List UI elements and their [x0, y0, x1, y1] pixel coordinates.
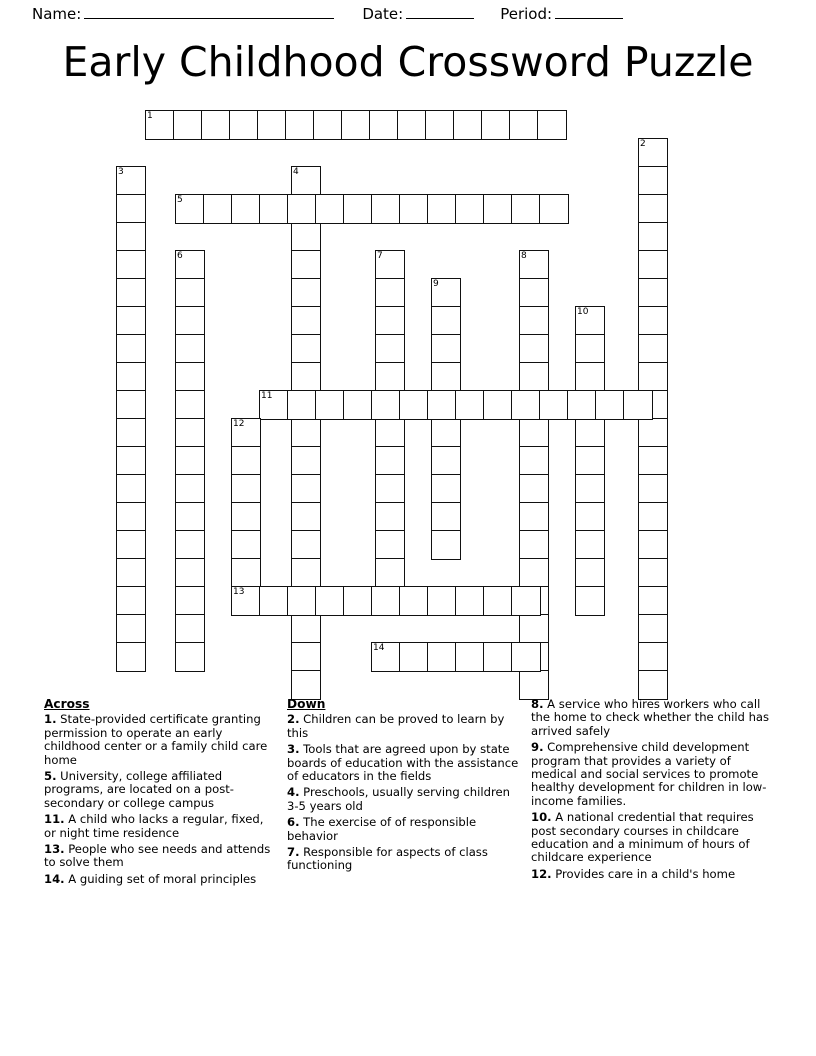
crossword-cell[interactable]: [375, 278, 405, 308]
crossword-cell[interactable]: [173, 110, 203, 140]
crossword-cell[interactable]: [638, 138, 668, 168]
crossword-cell[interactable]: [175, 362, 205, 392]
crossword-cell[interactable]: [375, 446, 405, 476]
crossword-cell[interactable]: [291, 502, 321, 532]
crossword-cell[interactable]: [375, 306, 405, 336]
crossword-cell[interactable]: [431, 530, 461, 560]
crossword-cell[interactable]: [638, 418, 668, 448]
crossword-cell[interactable]: [291, 530, 321, 560]
clue-text: Comprehensive child development program that provides a variety of medical and social services to promote healthy development for children in low-income families.: [531, 740, 767, 808]
crossword-cell[interactable]: [175, 334, 205, 364]
period-label: Period:: [500, 5, 553, 23]
clue-number: 10.: [531, 810, 552, 825]
page-title: Early Childhood Crossword Puzzle: [62, 38, 754, 86]
clue-text: Responsible for aspects of class functioning: [287, 845, 488, 873]
clue-item: [44, 813, 276, 840]
crossword-cell[interactable]: [291, 418, 321, 448]
crossword-cell[interactable]: [511, 642, 541, 672]
crossword-cell[interactable]: [519, 418, 549, 448]
clue-number: 4.: [287, 785, 300, 800]
cell-number: 7: [377, 251, 383, 261]
crossword-cell[interactable]: [291, 334, 321, 364]
crossword-cell[interactable]: [116, 222, 146, 252]
crossword-cell[interactable]: [427, 390, 457, 420]
crossword-cell[interactable]: [231, 446, 261, 476]
crossword-cell[interactable]: [116, 558, 146, 588]
crossword-cell[interactable]: [519, 614, 549, 644]
clue-number: 12.: [531, 866, 552, 881]
crossword-cell[interactable]: [257, 110, 287, 140]
crossword-cell[interactable]: [116, 250, 146, 280]
crossword-cell[interactable]: [638, 166, 668, 196]
crossword-cell[interactable]: [116, 334, 146, 364]
cell-number: 13: [233, 587, 245, 597]
crossword-cell[interactable]: [638, 642, 668, 672]
crossword-cell[interactable]: [315, 586, 345, 616]
crossword-cell[interactable]: [427, 642, 457, 672]
crossword-cell[interactable]: [291, 306, 321, 336]
clue-number: 13.: [44, 842, 65, 857]
crossword-cell[interactable]: [259, 390, 289, 420]
crossword-cell[interactable]: [291, 642, 321, 672]
clue-number: 2.: [287, 712, 300, 727]
clue-item: [531, 868, 771, 881]
crossword-cell[interactable]: [575, 474, 605, 504]
clue-text: Children can be proved to learn by this: [287, 712, 505, 740]
crossword-cell[interactable]: [116, 306, 146, 336]
crossword-cell[interactable]: [371, 390, 401, 420]
crossword-cell[interactable]: [575, 530, 605, 560]
crossword-cell[interactable]: [511, 194, 541, 224]
crossword-cell[interactable]: [575, 446, 605, 476]
crossword-cell[interactable]: [175, 614, 205, 644]
crossword-cell[interactable]: [455, 390, 485, 420]
across-clue-list: [44, 713, 276, 886]
crossword-cell[interactable]: [291, 670, 321, 700]
crossword-cell[interactable]: [519, 558, 549, 588]
crossword-cell[interactable]: [375, 474, 405, 504]
down-heading: Down: [287, 697, 326, 711]
crossword-cell[interactable]: [175, 418, 205, 448]
crossword-cell[interactable]: [638, 502, 668, 532]
clue-item: [531, 698, 771, 738]
crossword-cell[interactable]: [638, 614, 668, 644]
crossword-cell[interactable]: [519, 502, 549, 532]
crossword-cell[interactable]: [175, 474, 205, 504]
clue-text: A child who lacks a regular, fixed, or night time residence: [44, 812, 264, 840]
crossword-cell[interactable]: [116, 390, 146, 420]
cell-number: 9: [433, 279, 439, 289]
crossword-cell[interactable]: [431, 502, 461, 532]
crossword-cell[interactable]: [519, 446, 549, 476]
crossword-cell[interactable]: [537, 110, 567, 140]
clue-number: 11.: [44, 812, 65, 827]
crossword-cell[interactable]: [455, 586, 485, 616]
crossword-cell[interactable]: [539, 194, 569, 224]
crossword-cell[interactable]: [313, 110, 343, 140]
crossword-cell[interactable]: [175, 250, 205, 280]
crossword-cell[interactable]: [638, 278, 668, 308]
across-heading: Across: [44, 697, 90, 711]
clue-number: 3.: [287, 742, 300, 757]
down-clues-column-1: [287, 698, 522, 876]
crossword-cell[interactable]: [638, 474, 668, 504]
crossword-cell[interactable]: [291, 474, 321, 504]
crossword-cell[interactable]: [287, 586, 317, 616]
crossword-cell[interactable]: [455, 194, 485, 224]
clue-text: Preschools, usually serving children 3-5 years old: [287, 785, 510, 813]
crossword-cell[interactable]: [431, 334, 461, 364]
crossword-cell[interactable]: [575, 558, 605, 588]
crossword-cell[interactable]: [519, 334, 549, 364]
crossword-cell[interactable]: [638, 222, 668, 252]
clue-item: [287, 743, 522, 783]
crossword-cell[interactable]: [431, 362, 461, 392]
crossword-cell[interactable]: [519, 474, 549, 504]
crossword-cell[interactable]: [341, 110, 371, 140]
crossword-cell[interactable]: [287, 390, 317, 420]
crossword-cell[interactable]: [519, 250, 549, 280]
clue-text: A guiding set of moral principles: [64, 871, 257, 886]
crossword-cell[interactable]: [399, 642, 429, 672]
cell-number: 5: [177, 195, 183, 205]
clue-text: The exercise of of responsible behavior: [287, 815, 477, 843]
crossword-cell[interactable]: [116, 418, 146, 448]
crossword-cell[interactable]: [231, 558, 261, 588]
crossword-cell[interactable]: [343, 390, 373, 420]
crossword-cell[interactable]: [375, 502, 405, 532]
cell-number: 3: [118, 167, 124, 177]
crossword-cell[interactable]: [567, 390, 597, 420]
cell-number: 14: [373, 643, 385, 653]
crossword-cell[interactable]: [315, 390, 345, 420]
cell-number: 8: [521, 251, 527, 261]
cell-number: 11: [261, 391, 273, 401]
crossword-cell[interactable]: [519, 362, 549, 392]
clue-text: A national credential that requires post secondary courses in childcare education and a minimum of hours of childcare experience: [531, 810, 754, 865]
crossword-cell[interactable]: [231, 530, 261, 560]
crossword-cell[interactable]: [575, 306, 605, 336]
crossword-cell[interactable]: [511, 586, 541, 616]
cell-number: 10: [577, 307, 589, 317]
crossword-cell[interactable]: [399, 390, 429, 420]
clue-text: A service who hires workers who call the home to check whether the child has arrived safely: [531, 697, 770, 738]
crossword-cell[interactable]: [638, 250, 668, 280]
crossword-cell[interactable]: [291, 558, 321, 588]
clue-item: [44, 713, 276, 767]
crossword-cell[interactable]: [425, 110, 455, 140]
across-clues-column: [44, 698, 276, 889]
crossword-cell[interactable]: [399, 194, 429, 224]
crossword-cell[interactable]: [575, 334, 605, 364]
clue-item: [287, 713, 522, 740]
crossword-cell[interactable]: [259, 194, 289, 224]
crossword-cell[interactable]: [375, 362, 405, 392]
clue-number: 5.: [44, 769, 57, 784]
crossword-cell[interactable]: [431, 278, 461, 308]
crossword-cell[interactable]: [231, 418, 261, 448]
crossword-cell[interactable]: [638, 446, 668, 476]
crossword-cell[interactable]: [175, 194, 205, 224]
crossword-cell[interactable]: [116, 614, 146, 644]
crossword-cell[interactable]: [397, 110, 427, 140]
clue-number: 1.: [44, 712, 57, 727]
crossword-cell[interactable]: [481, 110, 511, 140]
crossword-cell[interactable]: [116, 194, 146, 224]
crossword-cell[interactable]: [175, 278, 205, 308]
clue-text: University, college affiliated programs, are located on a post-secondary or college campus: [44, 769, 234, 810]
crossword-cell[interactable]: [116, 166, 146, 196]
crossword-cell[interactable]: [575, 586, 605, 616]
crossword-cell[interactable]: [371, 586, 401, 616]
clue-item: [287, 846, 522, 873]
crossword-cell[interactable]: [291, 446, 321, 476]
crossword-cell[interactable]: [509, 110, 539, 140]
crossword-cell[interactable]: [375, 418, 405, 448]
clue-number: 6.: [287, 815, 300, 830]
crossword-cell[interactable]: [483, 586, 513, 616]
crossword-cell[interactable]: [175, 586, 205, 616]
crossword-cell[interactable]: [116, 474, 146, 504]
crossword-cell[interactable]: [231, 474, 261, 504]
crossword-cell[interactable]: [638, 194, 668, 224]
crossword-cell[interactable]: [371, 194, 401, 224]
crossword-cell[interactable]: [291, 614, 321, 644]
crossword-cell[interactable]: [287, 194, 317, 224]
crossword-cell[interactable]: [116, 278, 146, 308]
crossword-cell[interactable]: [483, 642, 513, 672]
crossword-cell[interactable]: [575, 502, 605, 532]
clue-item: [44, 770, 276, 810]
crossword-cell[interactable]: [375, 334, 405, 364]
clue-number: 8.: [531, 697, 544, 711]
clue-item: [287, 786, 522, 813]
crossword-cell[interactable]: [519, 530, 549, 560]
crossword-cell[interactable]: [371, 642, 401, 672]
crossword-cell[interactable]: [539, 390, 569, 420]
crossword-cell[interactable]: [175, 502, 205, 532]
crossword-cell[interactable]: [427, 194, 457, 224]
crossword-cell[interactable]: [483, 390, 513, 420]
crossword-cell[interactable]: [519, 670, 549, 700]
crossword-cell[interactable]: [638, 306, 668, 336]
crossword-cell[interactable]: [291, 166, 321, 196]
crossword-cell[interactable]: [431, 306, 461, 336]
name-label: Name:: [32, 5, 82, 23]
crossword-cell[interactable]: [638, 558, 668, 588]
crossword-cell[interactable]: [455, 642, 485, 672]
crossword-cell[interactable]: [116, 586, 146, 616]
crossword-cell[interactable]: [145, 110, 175, 140]
down-clue-list-1: [287, 713, 522, 872]
crossword-cell[interactable]: [291, 278, 321, 308]
crossword-cell[interactable]: [343, 194, 373, 224]
crossword-cell[interactable]: [638, 670, 668, 700]
crossword-cell[interactable]: [427, 586, 457, 616]
crossword-cell[interactable]: [175, 530, 205, 560]
crossword-cell[interactable]: [431, 418, 461, 448]
crossword-cell[interactable]: [229, 110, 259, 140]
crossword-cell[interactable]: [638, 334, 668, 364]
clue-item: [531, 741, 771, 808]
crossword-cell[interactable]: [369, 110, 399, 140]
cell-number: 1: [147, 111, 153, 121]
crossword-cell[interactable]: [638, 530, 668, 560]
clue-item: [44, 873, 276, 886]
down-clues-column-2: [531, 698, 771, 884]
crossword-cell[interactable]: [519, 278, 549, 308]
crossword-cell[interactable]: [399, 586, 429, 616]
crossword-cell[interactable]: [638, 586, 668, 616]
crossword-cell[interactable]: [315, 194, 345, 224]
clue-text: People who see needs and attends to solve them: [44, 842, 271, 870]
clue-number: 14.: [44, 871, 65, 886]
crossword-cell[interactable]: [638, 362, 668, 392]
crossword-cell[interactable]: [519, 306, 549, 336]
cell-number: 12: [233, 419, 245, 429]
clue-item: [44, 843, 276, 870]
cell-number: 6: [177, 251, 183, 261]
clues-section: [44, 698, 784, 968]
date-label: Date:: [362, 5, 404, 23]
crossword-cell[interactable]: [285, 110, 315, 140]
crossword-cell[interactable]: [259, 586, 289, 616]
crossword-cell[interactable]: [375, 530, 405, 560]
clue-item: [531, 811, 771, 865]
crossword-cell[interactable]: [511, 390, 541, 420]
crossword-cell[interactable]: [175, 558, 205, 588]
crossword-cell[interactable]: [575, 418, 605, 448]
clue-text: State-provided certificate granting permission to operate an early childhood center or a family child care home: [44, 712, 268, 767]
crossword-cell[interactable]: [595, 390, 625, 420]
clue-item: [287, 816, 522, 843]
crossword-cell[interactable]: [375, 250, 405, 280]
crossword-cell[interactable]: [291, 222, 321, 252]
crossword-cell[interactable]: [483, 194, 513, 224]
crossword-cell[interactable]: [116, 642, 146, 672]
crossword-cell[interactable]: [623, 390, 653, 420]
clue-text: Provides care in a child's home: [551, 866, 736, 881]
crossword-cell[interactable]: [175, 446, 205, 476]
crossword-cell[interactable]: [231, 194, 261, 224]
crossword-cell[interactable]: [343, 586, 373, 616]
crossword-cell[interactable]: [291, 362, 321, 392]
crossword-cell[interactable]: [231, 586, 261, 616]
clue-number: 7.: [287, 845, 300, 860]
crossword-cell[interactable]: [375, 558, 405, 588]
crossword-cell[interactable]: [291, 250, 321, 280]
crossword-cell[interactable]: [116, 502, 146, 532]
crossword-cell[interactable]: [201, 110, 231, 140]
crossword-cell[interactable]: [203, 194, 233, 224]
crossword-cell[interactable]: [175, 306, 205, 336]
crossword-cell[interactable]: [231, 502, 261, 532]
crossword-cell[interactable]: [175, 390, 205, 420]
crossword-cell[interactable]: [116, 362, 146, 392]
crossword-cell[interactable]: [575, 362, 605, 392]
crossword-cell[interactable]: [116, 530, 146, 560]
down-clue-list-2: [531, 698, 771, 881]
crossword-cell[interactable]: [175, 642, 205, 672]
cell-number: 2: [640, 139, 646, 149]
crossword-cell[interactable]: [116, 446, 146, 476]
crossword-cell[interactable]: [431, 446, 461, 476]
cell-number: 4: [293, 167, 299, 177]
crossword-cell[interactable]: [453, 110, 483, 140]
clue-text: Tools that are agreed upon by state boards of education with the assistance of educators in the fields: [287, 742, 519, 784]
crossword-cell[interactable]: [431, 474, 461, 504]
clue-number: 9.: [531, 740, 544, 755]
